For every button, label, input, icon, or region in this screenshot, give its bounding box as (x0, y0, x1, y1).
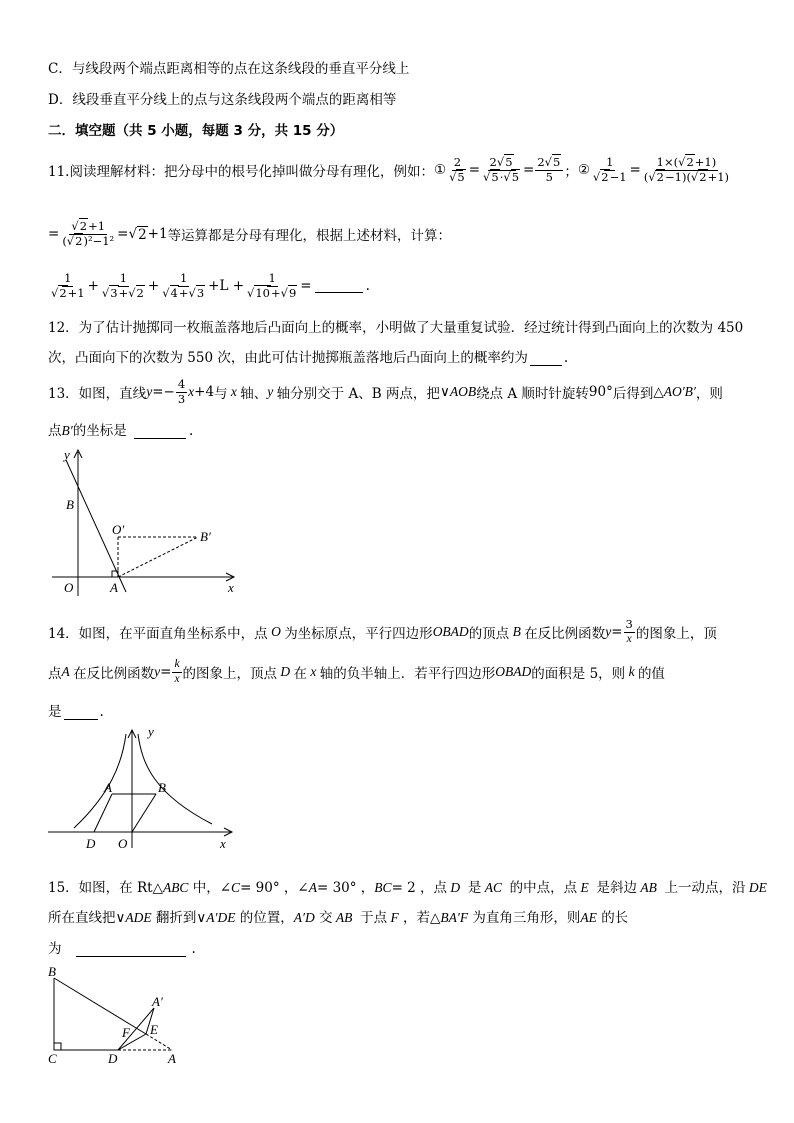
label-y: y (64, 447, 70, 462)
q13-figure (42, 446, 242, 602)
label-c: C (48, 1051, 57, 1066)
q14-figure (44, 724, 240, 854)
label-x: x (228, 580, 234, 595)
curve-right (138, 734, 212, 824)
right-angle-mark (54, 1043, 61, 1050)
label-b1: B′ (200, 529, 211, 544)
q15-line3: 为 . (48, 941, 196, 957)
side-ad (94, 794, 112, 832)
q14-line2: 点 A 在反比例函数 y = $\frac{k}{x}$ 的图象上，顶点 D 在 x 轴的负半轴上．若平行四边形 OBAD 的面积是 5，则 k 的值 (48, 658, 665, 685)
label-d: D (86, 836, 96, 851)
q15-line2: 所在直线把∨ADE 翻折到∨A′DE 的位置，A′D 交 AB 于点 F ，若△BA′F 为直角三角形，则AE 的长 (48, 910, 629, 926)
q11-mark1: ① (433, 162, 447, 178)
label-a1: A′ (152, 994, 163, 1009)
answer-blank-11[interactable] (315, 279, 363, 293)
q13-line1: 13．如图，直线 y =− $\frac{4}{3}$ x +4 与 x 轴、 y 轴分别交于 A、B 两点，把 ∨AOB 绕点 A 顺时针旋转 90° 后得到 △AO′B′ ，则 (48, 377, 723, 406)
q11-tail: 等运算都是分母有理化，根据上述材料，计算： (167, 228, 452, 244)
q15-figure (44, 964, 194, 1066)
curve-left (74, 734, 126, 828)
seg-ab1 (118, 537, 198, 577)
q12-line2: 次，凸面向下的次数为 550 次，由此可估计抛掷瓶盖落地后凸面向上的概率约为 . (48, 350, 569, 366)
q11-mark2: ② (577, 162, 590, 178)
label-b: B (158, 780, 166, 795)
label-o: O (64, 580, 74, 595)
q14-line1: 14．如图，在平面直角坐标系中，点 O 为坐标原点，平行四边形 OBAD 的顶点 B 在反比例函数 y = $\frac{3}{x}$ 的图象上，顶 (48, 617, 717, 645)
label-x: x (220, 836, 226, 851)
option-d: D．线段垂直平分线上的点与这条线段两个端点的距离相等 (48, 92, 397, 108)
answer-blank-14[interactable] (64, 706, 98, 720)
q14-line3: 是 . (48, 704, 104, 720)
side-bf (54, 978, 146, 1034)
label-a: A (104, 780, 112, 795)
q11-lead: 11.阅读理解材料：把分母中的根号化掉叫做分母有理化，例如： (48, 164, 434, 180)
q15-line1: 15．如图，在 Rt△ABC 中，∠C= 90° ，∠A= 30° ，BC= 2 ，点 D 是 AC 的中点，点 E 是斜边 AB 上一动点，沿 DE (48, 880, 767, 896)
q11-line1: 11.阅读理解材料：把分母中的根号化掉叫做分母有理化，例如： ① $\frac{2}{√5}$ = $\frac{2√5}{√5\cdot√5}$ = $\frac{2√5}{5}$ ； ② $\frac{1}{√2-1}$ = $\frac{1\times(√2+1)}{(√2-1)(√2+1)}$ (48, 155, 730, 184)
label-b: B (48, 964, 56, 979)
label-d: D (108, 1051, 118, 1066)
label-y: y (148, 724, 154, 739)
q13-line2: 点B′的坐标是 . (48, 423, 194, 439)
side-ob (132, 794, 156, 832)
answer-blank-15[interactable] (76, 943, 186, 957)
label-a: A (168, 1051, 176, 1066)
answer-blank-13[interactable] (134, 425, 186, 439)
label-b: B (66, 497, 74, 512)
answer-blank-12[interactable] (530, 352, 562, 366)
option-c: C．与线段两个端点距离相等的点在这条线段的垂直平分线上 (48, 61, 410, 77)
label-o1: O′ (112, 522, 125, 537)
label-e: E (150, 1022, 158, 1037)
q11-line2: = $\frac{√2+1}{\text{(√2)²−1²}}$ =√ 2 +1 等运算都是分母有理化，根据上述材料，计算： (48, 219, 452, 248)
label-o: O (118, 836, 128, 851)
q11-series: $\frac{1}{√2+1}$ + $\frac{1}{√3+√2}$ + $\frac{1}{√4+√3}$ +L + $\frac{1}{√10+√9}$ = . (51, 271, 370, 300)
q12-line1: 12．为了估计抛掷同一枚瓶盖落地后凸面向上的概率，小明做了大量重复试验．经过统计得到凸面向上的次数为 450 (48, 320, 744, 336)
section-title: 二．填空题（共 5 小题，每题 3 分，共 15 分） (48, 123, 344, 139)
label-a: A (110, 580, 118, 595)
q11-eq: = (300, 278, 312, 294)
label-f: F (122, 1025, 130, 1040)
